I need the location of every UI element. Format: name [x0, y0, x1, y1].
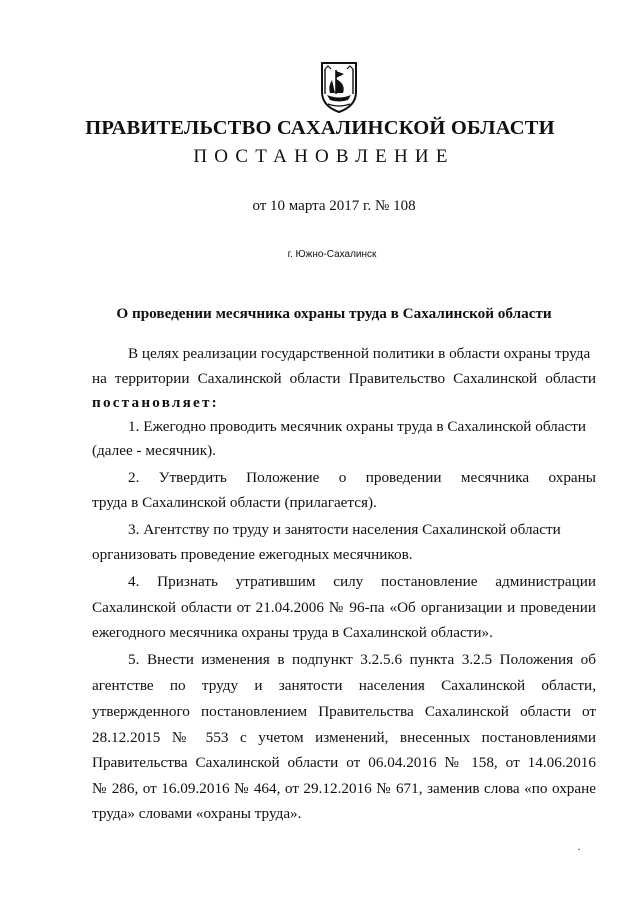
- resolution-word: постановляет:: [92, 394, 219, 411]
- body-line: на территории Сахалинской области Правительство Сахалинской области: [92, 370, 596, 387]
- body-line: труда» словами «охраны труда».: [92, 805, 302, 822]
- body-line: 1. Ежегодно проводить месячник охраны труда в Сахалинской области: [128, 418, 586, 435]
- body-line: 3. Агентству по труду и занятости населения Сахалинской области: [128, 521, 561, 538]
- body-line: организовать проведение ежегодных месячников.: [92, 546, 413, 563]
- body-line: ежегодного месячника охраны труда в Сахалинской области».: [92, 624, 493, 641]
- document-date-number: от 10 марта 2017 г. № 108: [252, 198, 416, 214]
- body-line: (далее - месячник).: [92, 442, 216, 459]
- document-type: ПОСТАНОВЛЕНИЕ: [193, 146, 455, 167]
- body-line: Правительства Сахалинской области от 06.04.2016 № 158, от 14.06.2016: [92, 754, 596, 771]
- sakhalin-coat-of-arms-icon: [319, 60, 359, 114]
- body-line: Сахалинской области от 21.04.2006 № 96-па «Об организации и проведении: [92, 599, 596, 616]
- body-line: В целях реализации государственной политики в области охраны труда: [128, 345, 591, 362]
- body-line: 5. Внести изменения в подпункт 3.2.5.6 пункта 3.2.5 Положения об: [128, 651, 596, 668]
- body-line: 4. Признать утратившим силу постановление администрации: [128, 573, 596, 590]
- body-line: 2. Утвердить Положение о проведении месячника охраны: [128, 469, 596, 486]
- body-line: 28.12.2015 № 553 с учетом изменений, внесенных постановлениями: [92, 729, 596, 746]
- document-subject: О проведении месячника охраны труда в Сахалинской области: [116, 305, 552, 322]
- body-line: агентстве по труду и занятости населения Сахалинской области,: [92, 677, 596, 694]
- document-city: г. Южно-Сахалинск: [287, 249, 377, 260]
- government-title: ПРАВИТЕЛЬСТВО САХАЛИНСКОЙ ОБЛАСТИ: [85, 117, 555, 139]
- body-line: труда в Сахалинской области (прилагается).: [92, 494, 377, 511]
- footer-mark: ·: [577, 842, 581, 856]
- body-line: утвержденного постановлением Правительства Сахалинской области от: [92, 703, 596, 720]
- body-line: № 286, от 16.09.2016 № 464, от 29.12.2016 № 671, заменив слова «по охране: [92, 780, 596, 797]
